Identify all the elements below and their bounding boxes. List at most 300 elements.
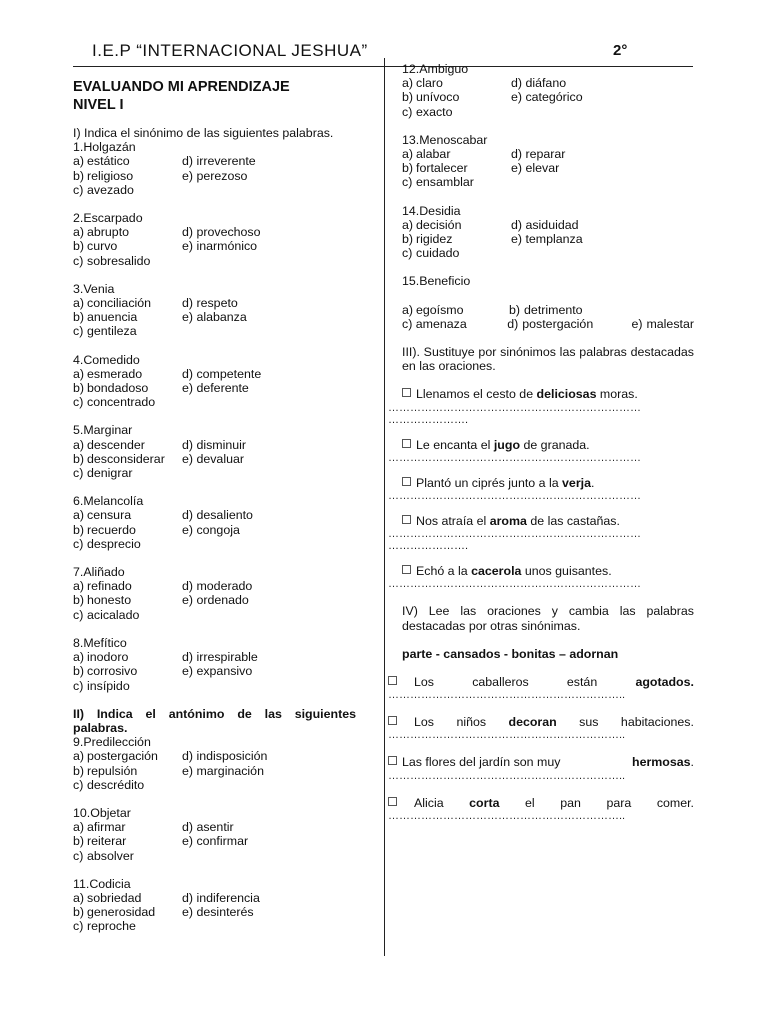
question-1	[73, 140, 356, 197]
option-e[interactable]: e) templanza	[511, 232, 583, 247]
answer-line[interactable]: ………………………………………………………..	[388, 769, 626, 782]
question-word: Melancolía	[83, 494, 144, 509]
question-11	[73, 877, 356, 934]
option-d[interactable]: d) asiduidad	[511, 217, 579, 232]
question-number: 2.	[73, 211, 84, 226]
checkbox-icon[interactable]	[402, 565, 411, 574]
option-row	[73, 650, 356, 664]
option-letter: c)	[73, 919, 84, 934]
answer-line-continued[interactable]: ………………….	[388, 540, 469, 553]
checkbox-icon[interactable]	[388, 716, 397, 725]
option-d[interactable]: d) provechoso	[182, 225, 261, 240]
option-row	[73, 225, 356, 239]
sentence-item	[388, 437, 694, 464]
question-15: 15. Beneficio a) egoísmo b) detrimento c) amenaza d) postergación e) malestar	[402, 274, 694, 331]
sentence-word: comer.	[656, 795, 694, 810]
sentence	[388, 755, 694, 769]
option-a[interactable]: descender	[87, 437, 145, 452]
option-c[interactable]: exacto	[416, 104, 453, 119]
question-title	[73, 423, 356, 437]
question-number: 4.	[73, 352, 84, 367]
sentence-text	[402, 675, 694, 689]
highlighted-word: hermosas	[632, 755, 691, 770]
section1-questions	[73, 140, 356, 693]
sentence-text: Nos atraía el aroma de las castañas.	[416, 514, 620, 529]
question-10	[73, 806, 356, 863]
option-letter: c)	[402, 175, 413, 190]
section2-questions-left	[73, 735, 356, 933]
highlighted-word: cacerola	[471, 564, 522, 579]
question-title	[73, 636, 356, 650]
option-e[interactable]: e) inarmónico	[182, 239, 258, 254]
option-row	[402, 218, 694, 232]
question-word: Mefítico	[83, 635, 127, 650]
sentence-word: niños	[456, 715, 487, 730]
option-b[interactable]: detrimento	[524, 302, 583, 317]
sentence-text	[402, 755, 694, 769]
option-letter: a)	[73, 890, 85, 905]
option-c[interactable]: concentrado	[87, 395, 156, 410]
option-letter: b)	[73, 664, 85, 679]
column-divider	[384, 58, 385, 956]
option-b[interactable]: fortalecer	[416, 161, 468, 176]
question-word: Beneficio	[419, 274, 471, 289]
sentence-text: Plantó un ciprés junto a la verja.	[416, 475, 595, 490]
option-letter: a)	[73, 154, 85, 169]
question-number: 10.	[73, 805, 91, 820]
highlighted-word: verja	[562, 475, 591, 490]
option-b[interactable]: repulsión	[87, 763, 138, 778]
option-d[interactable]: d) asentir	[182, 820, 234, 835]
option-e[interactable]: e) confirmar	[182, 834, 249, 849]
option-letter: c)	[73, 536, 84, 551]
option-letter: a)	[73, 749, 85, 764]
option-letter: a)	[73, 296, 85, 311]
sentence	[402, 514, 694, 528]
question-word: Predilección	[83, 735, 151, 750]
question-number: 15.	[402, 274, 420, 289]
option-row	[73, 466, 356, 480]
question-number: 6.	[73, 494, 84, 509]
sentence-item	[388, 514, 694, 553]
answer-line-continued[interactable]: ………………….	[388, 413, 469, 426]
option-d[interactable]: d) competente	[182, 366, 262, 381]
option-letter: a)	[402, 147, 414, 162]
word-bank: parte - cansados - bonitas – adornan	[402, 646, 619, 661]
sentence-word: sus	[579, 715, 599, 730]
page-title: EVALUANDO MI APRENDIZAJE	[73, 79, 290, 95]
sentence-word: están	[566, 675, 598, 690]
option-letter: c)	[73, 466, 84, 481]
option-d[interactable]: d) disminuir	[182, 437, 247, 452]
option-d[interactable]: d) indisposición	[182, 749, 268, 764]
option-row	[73, 367, 356, 381]
option-e[interactable]: e) deferente	[182, 381, 249, 396]
option-letter: b)	[402, 161, 414, 176]
option-a[interactable]: inodoro	[87, 650, 129, 665]
option-row	[402, 105, 694, 119]
option-c[interactable]: sobresalido	[87, 253, 151, 268]
option-letter: c)	[73, 678, 84, 693]
question-word: Menoscabar	[419, 132, 488, 147]
option-letter: c)	[73, 324, 84, 339]
option-letter: b)	[73, 310, 85, 325]
question-14	[402, 204, 694, 261]
option-letter: b)	[73, 593, 85, 608]
answer-line[interactable]: ………………………………………………………..	[388, 689, 626, 702]
question-number: 12.	[402, 62, 420, 76]
option-d[interactable]: d) irrespirable	[182, 650, 258, 665]
highlighted-word: deliciosas	[536, 387, 597, 402]
right-column	[388, 62, 694, 822]
option-c[interactable]: cuidado	[416, 246, 460, 261]
section3-sentences	[388, 387, 694, 591]
option-row	[73, 438, 356, 452]
highlighted-word: agotados.	[635, 675, 694, 690]
option-row	[73, 452, 356, 466]
option-c[interactable]: denigrar	[87, 466, 133, 481]
sentence-text	[402, 715, 694, 729]
option-letter: c)	[402, 246, 413, 261]
checkbox-icon[interactable]	[388, 797, 397, 806]
option-c[interactable]: descrédito	[87, 777, 145, 792]
checkbox-icon[interactable]	[402, 477, 411, 486]
option-c[interactable]: insípido	[87, 678, 130, 693]
option-letter: c)	[73, 848, 84, 863]
question-5	[73, 423, 356, 480]
option-e[interactable]: e) categórico	[511, 90, 583, 105]
sentence-word: el	[525, 795, 535, 810]
option-row	[402, 175, 694, 189]
question-number: 11.	[73, 876, 90, 891]
option-b[interactable]: recuerdo	[87, 522, 136, 537]
option-e[interactable]: malestar	[646, 316, 694, 331]
option-d[interactable]: d) diáfano	[511, 76, 567, 91]
option-b[interactable]: bondadoso	[87, 381, 149, 396]
question-2	[73, 211, 356, 268]
sentence-item	[388, 675, 694, 702]
sentence-word: Los	[414, 715, 434, 730]
question-title	[402, 133, 694, 147]
option-letter: c)	[73, 777, 84, 792]
option-a[interactable]: postergación	[87, 749, 158, 764]
option-e[interactable]: e) marginación	[182, 763, 264, 778]
question-number: 1.	[73, 140, 84, 155]
sentence-item	[388, 755, 694, 782]
sentence-word: Los	[414, 675, 434, 690]
question-title	[402, 204, 694, 218]
question-title	[73, 565, 356, 579]
option-a[interactable]: alabar	[416, 147, 451, 162]
option-letter: b)	[73, 451, 85, 466]
option-row	[402, 90, 694, 104]
option-row	[73, 296, 356, 310]
option-b[interactable]: religioso	[87, 168, 134, 183]
section2-instruction: II) Indica el antónimo de las siguientes palabras.	[73, 706, 356, 735]
option-b[interactable]: corrosivo	[87, 664, 138, 679]
sentence	[402, 387, 694, 401]
sentence-text: Echó a la cacerola unos guisantes.	[416, 564, 612, 579]
answer-line[interactable]: ………………………………………………………..	[388, 809, 626, 822]
sentence-word: habitaciones.	[620, 715, 694, 730]
option-c[interactable]: absolver	[87, 848, 134, 863]
option-row	[73, 183, 356, 197]
checkbox-icon[interactable]	[402, 388, 411, 397]
option-row	[73, 664, 356, 678]
option-row	[73, 579, 356, 593]
option-letter: b)	[73, 834, 85, 849]
grade-label: 2°	[613, 42, 628, 59]
option-b[interactable]: reiterar	[87, 834, 127, 849]
question-4	[73, 353, 356, 410]
option-letter: b)	[73, 239, 85, 254]
option-c[interactable]: avezado	[87, 182, 134, 197]
question-word: Comedido	[83, 352, 140, 367]
sentence-item	[388, 795, 694, 822]
option-letter: b)	[73, 763, 85, 778]
sentence-item	[388, 387, 694, 426]
option-letter: b)	[402, 90, 414, 105]
option-letter: a)	[73, 366, 85, 381]
question-3	[73, 282, 356, 339]
question-title	[73, 353, 356, 367]
option-row	[73, 324, 356, 338]
question-number: 9.	[73, 735, 84, 750]
question-number: 3.	[73, 281, 84, 296]
option-letter: b)	[73, 381, 85, 396]
option-row	[73, 154, 356, 168]
option-a[interactable]: refinado	[87, 579, 132, 594]
option-d[interactable]: d) reparar	[511, 147, 566, 162]
sentence	[388, 715, 694, 729]
section3-instruction: III). Sustituye por sinónimos las palabras destacadas en las oraciones.	[402, 345, 694, 374]
question-number: 14.	[402, 203, 420, 218]
sentence-text: Llenamos el cesto de deliciosas moras.	[416, 387, 638, 402]
answer-line[interactable]: ………………………………………………………..	[388, 729, 626, 742]
option-a[interactable]: decisión	[416, 217, 462, 232]
sentence-word: para	[606, 795, 632, 810]
question-word: Codicia	[89, 876, 131, 891]
option-row	[73, 381, 356, 395]
question-title	[402, 62, 694, 76]
option-row	[73, 749, 356, 763]
highlighted-word: jugo	[493, 437, 521, 452]
option-letter: c)	[73, 253, 84, 268]
option-e[interactable]: e) perezoso	[182, 168, 248, 183]
question-title	[73, 494, 356, 508]
option-row	[402, 161, 694, 175]
option-row	[73, 593, 356, 607]
option-row	[73, 764, 356, 778]
question-13	[402, 133, 694, 190]
option-c[interactable]: amenaza	[415, 316, 467, 331]
option-row	[73, 778, 356, 792]
option-a[interactable]: afirmar	[87, 820, 126, 835]
highlighted-word: aroma	[489, 514, 527, 529]
option-letter: a)	[73, 650, 85, 665]
question-number: 5.	[73, 423, 84, 438]
sentence-text	[402, 796, 694, 810]
option-letter: c)	[73, 182, 84, 197]
option-letter: c)	[73, 395, 84, 410]
question-word: Aliñado	[83, 565, 125, 580]
option-letter: c)	[402, 104, 413, 119]
option-letter: b)	[73, 905, 85, 920]
option-b[interactable]: honesto	[87, 593, 132, 608]
option-b[interactable]: generosidad	[87, 905, 156, 920]
question-word: Holgazán	[83, 140, 136, 155]
option-row	[73, 239, 356, 253]
option-row	[73, 254, 356, 268]
option-b[interactable]: rigidez	[416, 232, 453, 247]
option-letter: a)	[402, 76, 414, 91]
sentence-item	[388, 715, 694, 742]
question-word: Desidia	[419, 203, 461, 218]
question-title	[73, 806, 356, 820]
question-title	[73, 735, 356, 749]
sentence	[402, 438, 694, 452]
answer-line[interactable]: ……………………………………………………………	[388, 578, 641, 591]
option-row	[73, 849, 356, 863]
question-9	[73, 735, 356, 792]
option-e[interactable]: e) congoja	[182, 522, 240, 537]
question-number: 13.	[402, 132, 420, 147]
option-a[interactable]: egoísmo	[416, 302, 464, 317]
option-letter: a)	[402, 217, 414, 232]
option-letter: c)	[73, 607, 84, 622]
option-a[interactable]: esmerado	[87, 366, 143, 381]
option-b[interactable]: anuencia	[87, 310, 138, 325]
sentence	[402, 476, 694, 490]
sentence	[388, 675, 694, 689]
option-e[interactable]: e) ordenado	[182, 593, 249, 608]
question-number: 7.	[73, 565, 84, 580]
left-column	[73, 78, 356, 934]
sentence	[402, 564, 694, 578]
checkbox-icon[interactable]	[388, 676, 397, 685]
answer-line[interactable]: ……………………………………………………………	[388, 490, 641, 503]
question-word: Venia	[83, 281, 115, 296]
option-letter: b)	[402, 232, 414, 247]
option-d[interactable]: postergación	[522, 316, 594, 331]
option-row	[73, 169, 356, 183]
option-d[interactable]: d) irreverente	[182, 154, 256, 169]
option-row	[402, 76, 694, 90]
option-d[interactable]: d) moderado	[182, 579, 253, 594]
option-letter: a)	[73, 508, 85, 523]
option-row	[402, 246, 694, 260]
option-row	[402, 147, 694, 161]
option-c[interactable]: ensamblar	[416, 175, 474, 190]
option-c[interactable]: gentileza	[87, 324, 137, 339]
question-7	[73, 565, 356, 622]
answer-line[interactable]: ……………………………………………………………	[388, 401, 641, 414]
option-row	[73, 919, 356, 933]
option-row	[73, 608, 356, 622]
sentence-item	[388, 564, 694, 591]
question-word: Marginar	[83, 423, 133, 438]
option-row	[73, 508, 356, 522]
question-12	[402, 62, 694, 119]
option-b[interactable]: unívoco	[416, 90, 460, 105]
option-b[interactable]: curvo	[87, 239, 118, 254]
option-d[interactable]: d) respeto	[182, 296, 238, 311]
school-name: I.E.P “INTERNACIONAL JESHUA”	[92, 41, 368, 60]
option-row	[73, 820, 356, 834]
option-c[interactable]: reproche	[87, 919, 136, 934]
sentence-word: Las flores del jardín son muy	[402, 755, 561, 770]
option-c[interactable]: acicalado	[87, 607, 140, 622]
sentence-word: Alicia	[414, 795, 444, 810]
option-d[interactable]: d) desaliento	[182, 508, 253, 523]
sentence-word: caballeros	[472, 675, 529, 690]
question-title	[73, 282, 356, 296]
option-a[interactable]: estático	[87, 154, 130, 169]
checkbox-icon[interactable]	[388, 756, 397, 765]
option-letter: a)	[73, 437, 85, 452]
question-word: Escarpado	[83, 211, 143, 226]
sentence	[388, 796, 694, 810]
option-row	[73, 310, 356, 324]
option-a[interactable]: conciliación	[87, 296, 152, 311]
checkbox-icon[interactable]	[402, 439, 411, 448]
checkbox-icon[interactable]	[402, 515, 411, 524]
question-title	[73, 140, 356, 154]
section1-instruction: I) Indica el sinónimo de las siguientes palabras.	[73, 126, 334, 140]
option-row	[73, 834, 356, 848]
highlighted-word: decoran	[508, 715, 557, 730]
question-title	[73, 211, 356, 225]
answer-line[interactable]: ……………………………………………………………	[388, 528, 641, 541]
section4-instruction: IV) Lee las oraciones y cambia las palabras destacadas por otras sinónimas.	[402, 604, 694, 633]
option-e[interactable]: e) devaluar	[182, 451, 244, 466]
option-row	[402, 232, 694, 246]
option-e[interactable]: e) elevar	[511, 161, 560, 176]
question-number: 8.	[73, 635, 84, 650]
option-e[interactable]: e) desinterés	[182, 905, 254, 920]
option-letter: b)	[73, 168, 85, 183]
option-a[interactable]: sobriedad	[87, 890, 142, 905]
option-row	[73, 891, 356, 905]
sentence-text: Le encanta el jugo de granada.	[416, 437, 590, 452]
sentence-word: pan	[560, 795, 581, 810]
answer-line[interactable]: ……………………………………………………………	[388, 451, 641, 464]
highlighted-word: corta	[469, 795, 500, 810]
option-c[interactable]: desprecio	[87, 536, 141, 551]
option-a[interactable]: claro	[416, 76, 443, 91]
option-row	[73, 395, 356, 409]
section4-sentences	[388, 675, 694, 822]
page-subtitle: NIVEL I	[73, 97, 124, 113]
option-row	[73, 679, 356, 693]
option-a[interactable]: abrupto	[87, 225, 130, 240]
option-row	[73, 905, 356, 919]
option-b[interactable]: desconsiderar	[87, 451, 165, 466]
option-a[interactable]: censura	[87, 508, 132, 523]
question-6	[73, 494, 356, 551]
question-title	[73, 877, 356, 891]
option-row	[73, 523, 356, 537]
option-e[interactable]: e) expansivo	[182, 664, 253, 679]
question-8	[73, 636, 356, 693]
option-letter: a)	[73, 225, 85, 240]
option-letter: b)	[73, 522, 85, 537]
section2-questions-right	[402, 62, 694, 260]
option-letter: a)	[73, 820, 85, 835]
option-e[interactable]: e) alabanza	[182, 310, 247, 325]
option-d[interactable]: d) indiferencia	[182, 890, 260, 905]
sentence-end: hermosas.	[632, 755, 694, 770]
